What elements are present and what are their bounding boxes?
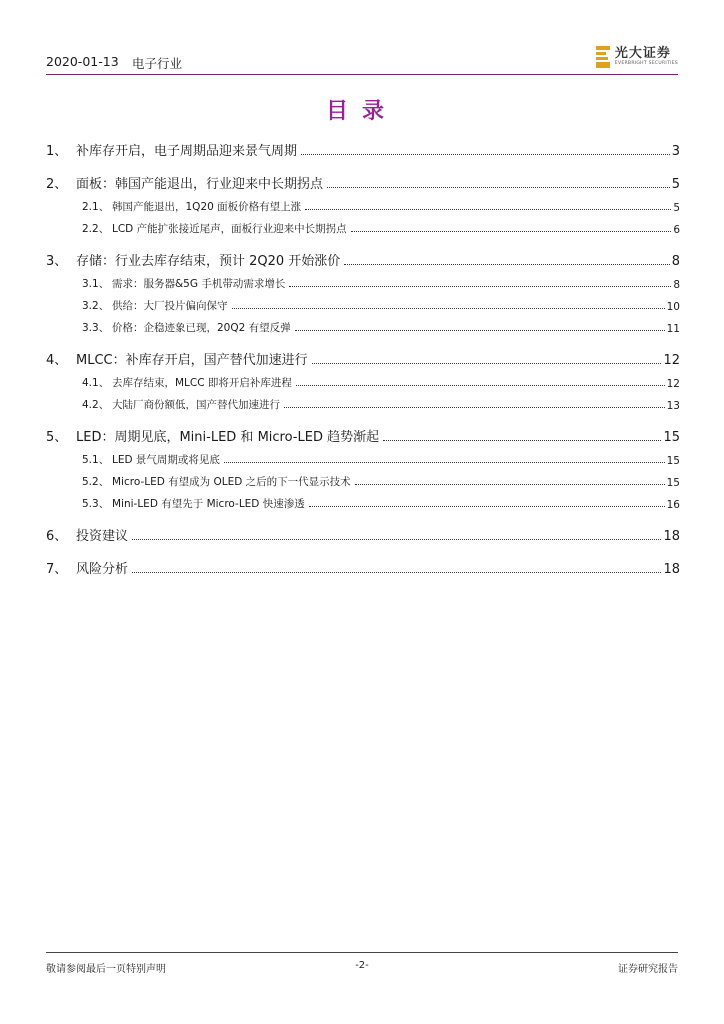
toc-number: 1、 (46, 144, 68, 159)
logo-mark-icon (596, 46, 610, 68)
page-header (46, 50, 678, 74)
toc-text: 供给：大厂投片偏向保守 (112, 300, 228, 312)
footer-disclaimer: 敬请参阅最后一页特别声明 (46, 964, 166, 975)
toc-subsection[interactable] (46, 214, 680, 236)
toc-number: 4、 (46, 353, 68, 368)
toc-text: LED 景气周期或将见底 (112, 454, 220, 466)
toc-text: LED：周期见底，Mini-LED 和 Micro-LED 趋势渐起 (76, 430, 380, 445)
toc-section[interactable] (46, 169, 680, 192)
toc-dot-leader (289, 285, 671, 287)
toc-number: 5.2、 (82, 476, 110, 488)
toc-subsection[interactable] (46, 368, 680, 390)
toc-page-number: 6 (673, 224, 680, 236)
toc-dot-leader (295, 329, 665, 331)
toc-subsection[interactable] (46, 489, 680, 511)
toc-page-number: 11 (666, 323, 680, 335)
logo-chinese-name: 光大证券 (614, 46, 671, 62)
toc-number: 5.3、 (82, 498, 110, 510)
toc-dot-leader (301, 153, 670, 155)
toc-dot-leader (224, 461, 665, 463)
toc-number: 2、 (46, 177, 68, 192)
toc-page-number: 8 (671, 254, 680, 269)
toc-number: 3.3、 (82, 322, 110, 334)
toc-subsection[interactable] (46, 467, 680, 489)
toc-number: 3.2、 (82, 300, 110, 312)
toc-text: 存储：行业去库存结束，预计 2Q20 开始涨价 (76, 254, 341, 269)
toc-text: Micro-LED 有望成为 OLED 之后的下一代显示技术 (112, 476, 351, 488)
toc-dot-leader (355, 483, 665, 485)
toc-dot-leader (232, 307, 665, 309)
toc-number: 7、 (46, 562, 68, 577)
toc-dot-leader (305, 208, 671, 210)
toc-subsection[interactable] (46, 445, 680, 467)
toc-number: 4.2、 (82, 399, 110, 411)
toc-subsection[interactable] (46, 291, 680, 313)
toc-section[interactable] (46, 136, 680, 159)
toc-page-number: 5 (673, 202, 680, 214)
toc-dot-leader (312, 362, 662, 364)
toc-number: 5、 (46, 430, 68, 445)
toc-dot-leader (327, 186, 670, 188)
toc-text: 需求：服务器&5G 手机带动需求增长 (112, 278, 286, 290)
toc-page-number: 15 (666, 455, 680, 467)
report-date: 2020-01-13 (46, 54, 119, 69)
toc-dot-leader (132, 538, 661, 540)
toc-dot-leader (344, 263, 669, 265)
footer-divider (46, 952, 678, 953)
toc-dot-leader (296, 384, 665, 386)
toc-page-number: 13 (666, 400, 680, 412)
toc-dot-leader (383, 439, 661, 441)
toc-page-number: 5 (671, 177, 680, 192)
toc-text: 面板：韩国产能退出，行业迎来中长期拐点 (76, 177, 324, 192)
toc-subsection[interactable] (46, 192, 680, 214)
toc-number: 4.1、 (82, 377, 110, 389)
toc-subsection[interactable] (46, 390, 680, 412)
industry-label: 电子行业 (132, 56, 183, 71)
toc-text: LCD 产能扩张接近尾声，面板行业迎来中长期拐点 (112, 223, 347, 235)
toc-page-number: 15 (666, 477, 680, 489)
toc-subsection[interactable] (46, 269, 680, 291)
toc-text: 韩国产能退出，1Q20 面板价格有望上涨 (112, 201, 302, 213)
toc-dot-leader (132, 571, 661, 573)
toc-text: 补库存开启，电子周期品迎来景气周期 (76, 144, 298, 159)
toc-section[interactable] (46, 521, 680, 544)
toc-dot-leader (284, 406, 665, 408)
toc-text: 去库存结束，MLCC 即将开启补库进程 (112, 377, 292, 389)
report-type: 证券研究报告 (618, 964, 678, 975)
toc-page-number: 18 (663, 529, 680, 544)
toc-text: Mini-LED 有望先于 Micro-LED 快速渗透 (112, 498, 305, 510)
toc-section[interactable] (46, 246, 680, 269)
toc-page-number: 12 (663, 353, 680, 368)
toc-text: 大陆厂商份额低，国产替代加速进行 (112, 399, 280, 411)
header-divider (46, 74, 678, 75)
toc-dot-leader (351, 230, 672, 232)
toc-section[interactable] (46, 345, 680, 368)
toc-dot-leader (309, 505, 665, 507)
toc-number: 5.1、 (82, 454, 110, 466)
toc-text: MLCC：补库存开启，国产替代加速进行 (76, 353, 308, 368)
toc-number: 6、 (46, 529, 68, 544)
toc-number: 3.1、 (82, 278, 110, 290)
logo-english-name: EVERBRIGHT SECURITIES (614, 61, 678, 67)
page-number: -2- (355, 960, 369, 971)
toc-page-number: 10 (666, 301, 680, 313)
toc-section[interactable] (46, 422, 680, 445)
company-logo (596, 45, 678, 69)
table-of-contents (46, 136, 680, 577)
toc-number: 2.2、 (82, 223, 110, 235)
toc-text: 价格：企稳迹象已现，20Q2 有望反弹 (112, 322, 291, 334)
toc-page-number: 8 (673, 279, 680, 291)
toc-page-number: 12 (666, 378, 680, 390)
toc-text: 投资建议 (76, 529, 129, 544)
toc-page-number: 18 (663, 562, 680, 577)
toc-subsection[interactable] (46, 313, 680, 335)
toc-text: 风险分析 (76, 562, 129, 577)
toc-page-number: 15 (663, 430, 680, 445)
toc-page-number: 16 (666, 499, 680, 511)
toc-number: 2.1、 (82, 201, 110, 213)
toc-title: 目录 (325, 98, 398, 124)
toc-number: 3、 (46, 254, 68, 269)
toc-page-number: 3 (671, 144, 680, 159)
toc-section[interactable] (46, 554, 680, 577)
